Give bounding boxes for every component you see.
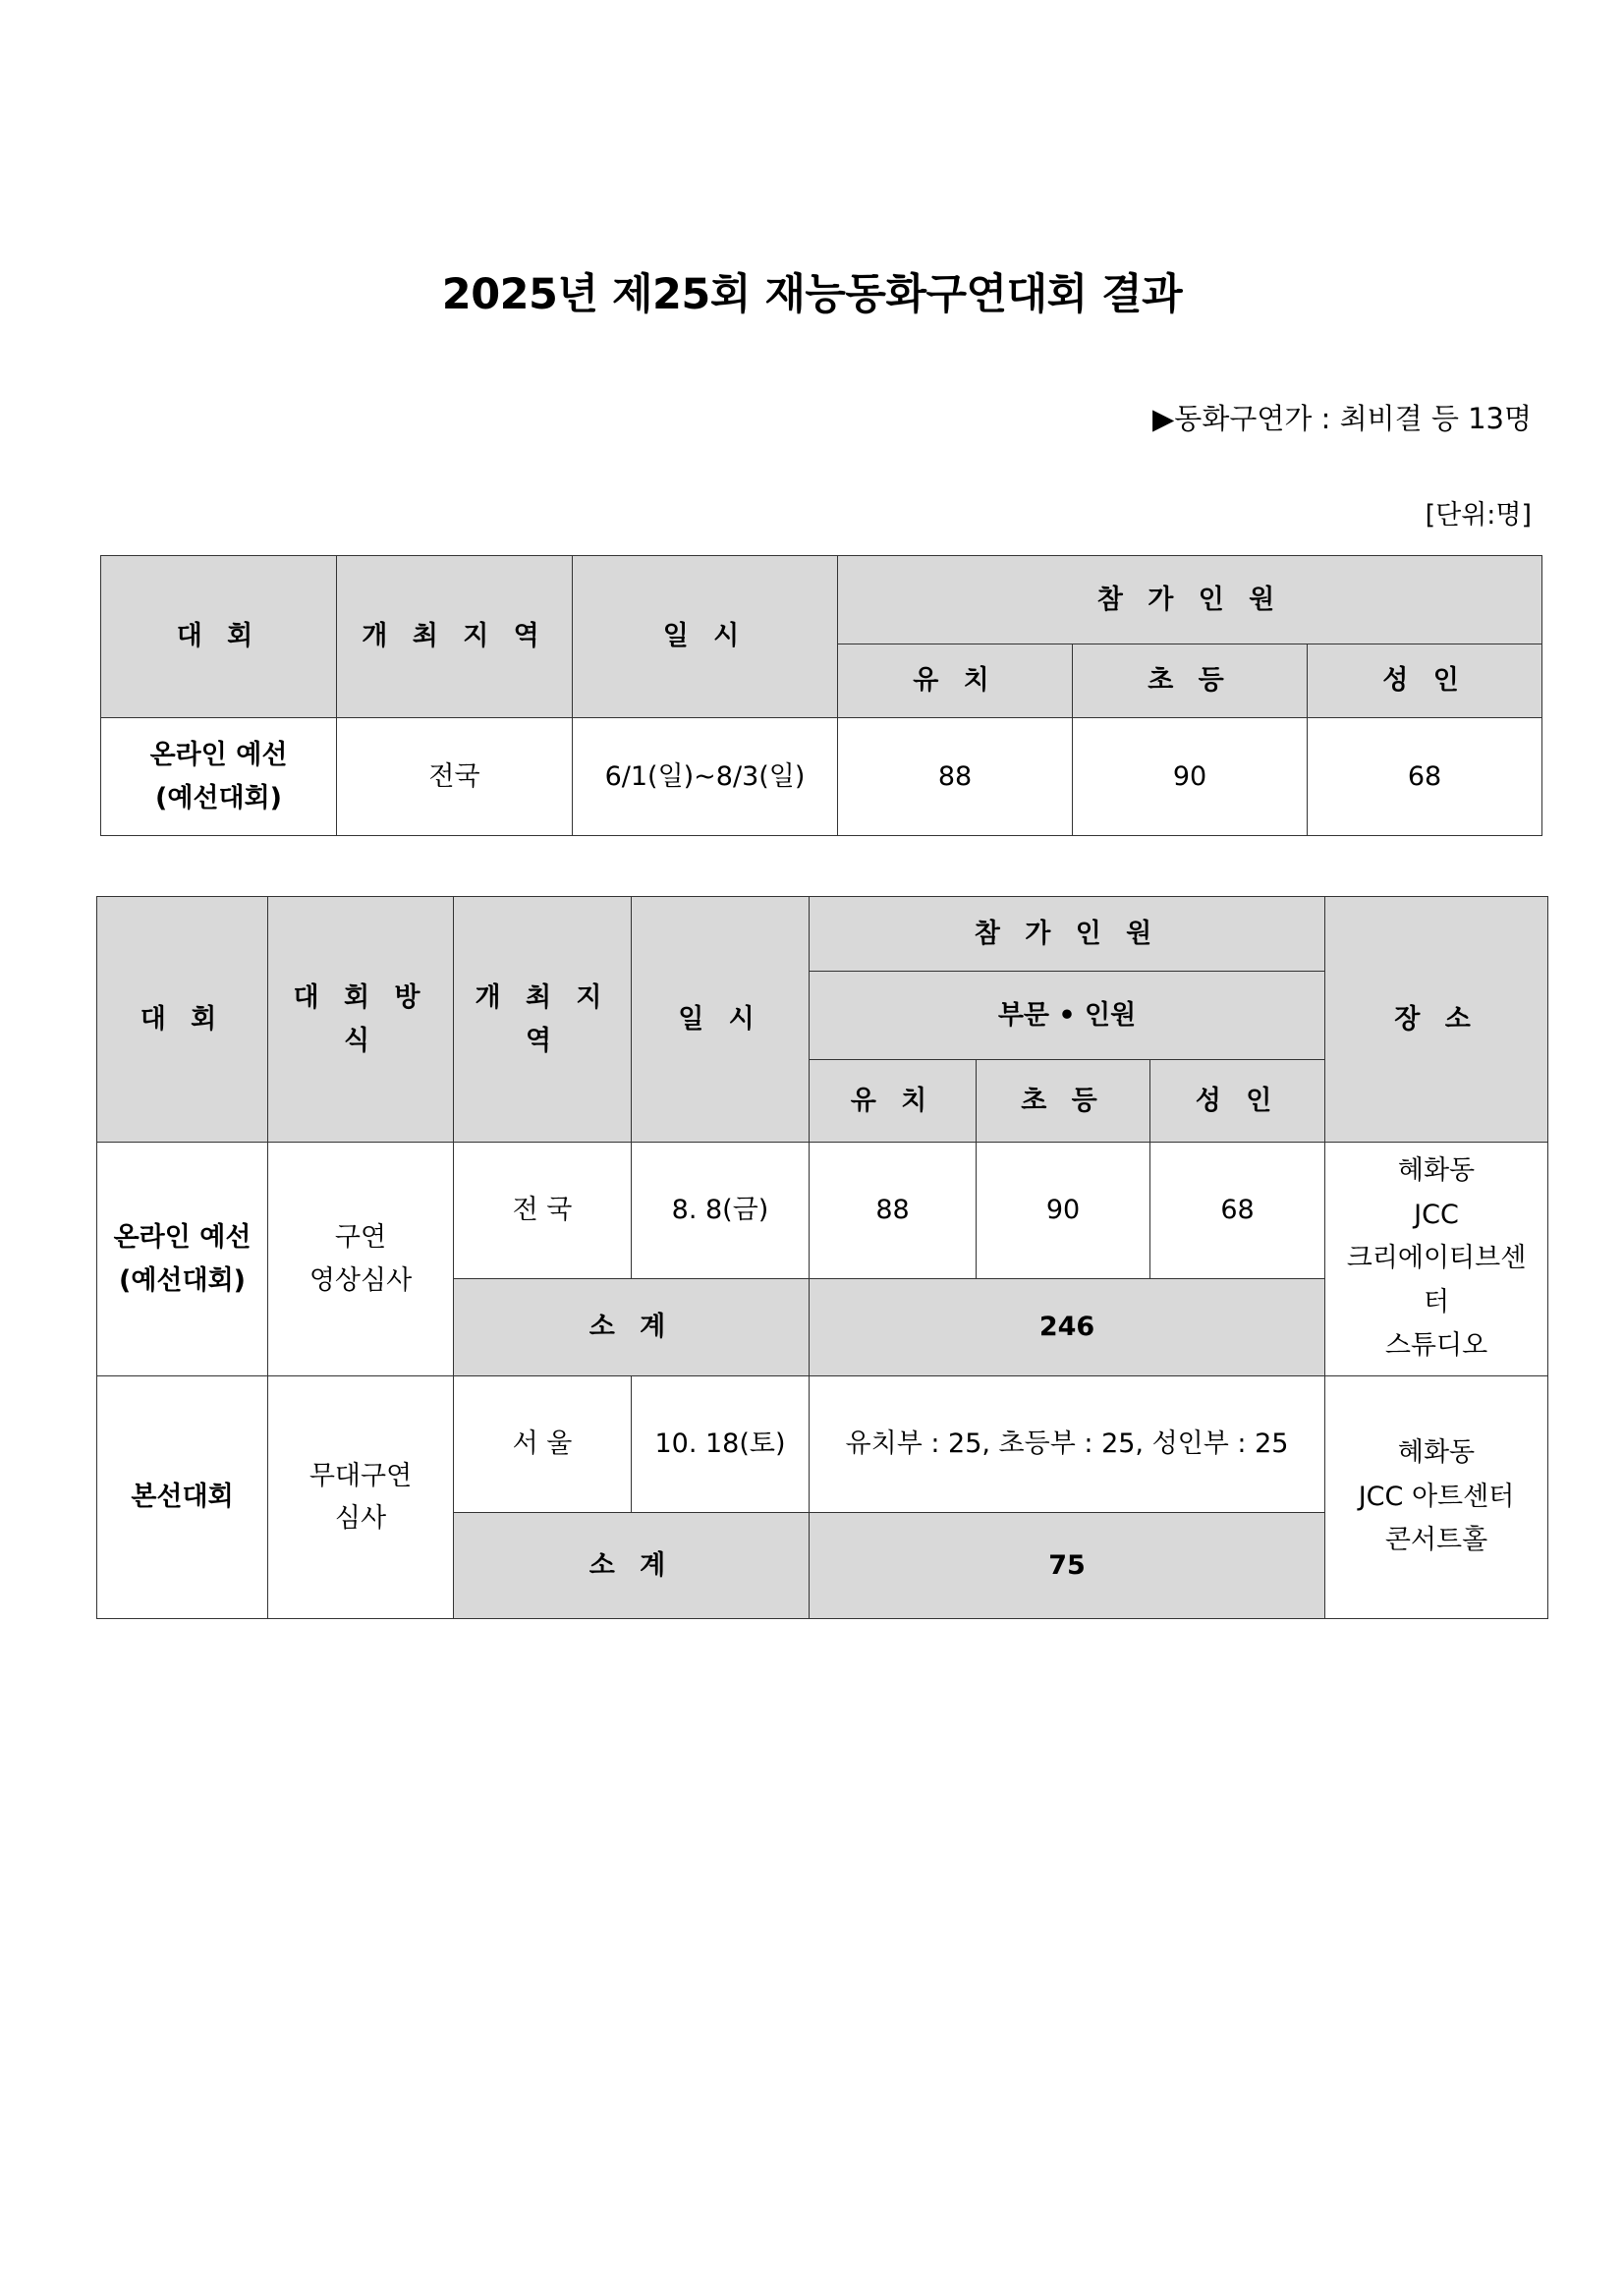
cell-kinder: 88 [838,718,1073,836]
final-venue-cell [1325,1376,1548,1619]
header-contest: 대 회 [101,556,337,718]
online-venue-cell [1325,1143,1548,1376]
header-category: 부문 • 인원 [810,972,1325,1060]
final-breakdown: 유치부 : 25, 초등부 : 25, 성인부 : 25 [810,1376,1325,1513]
online-elementary: 90 [977,1143,1150,1279]
online-subtotal-value: 246 [810,1279,1325,1376]
header-adult: 성 인 [1150,1060,1325,1143]
cell-region: 전국 [337,718,573,836]
header-kinder: 유 치 [838,644,1073,718]
unit-label: [단위:명] [1425,500,1532,531]
header-participants: 참 가 인 원 [810,897,1325,972]
header-date: 일 시 [632,897,810,1143]
online-subtotal-label: 소 계 [454,1279,810,1376]
header-method: 대 회 방 식 [268,897,454,1143]
header-participants: 참 가 인 원 [838,556,1542,644]
online-venue-line4: 터 [1423,1286,1450,1317]
online-adult: 68 [1150,1143,1325,1279]
page-title: 2025년 제25회 재능동화구연대회 결과 [441,270,1183,319]
final-venue-line2: JCC 아트센터 [1358,1481,1515,1512]
online-venue-line1: 혜화동 [1397,1155,1476,1187]
header-date: 일 시 [573,556,838,718]
performers-note: ▶동화구연가 : 최비결 등 13명 [1152,402,1532,435]
header-region: 개 최 지 역 [337,556,573,718]
header-elementary: 초 등 [977,1060,1150,1143]
online-contest-line2: (예선대회) [118,1264,246,1296]
online-method-cell [268,1143,454,1376]
header-contest: 대 회 [97,897,268,1143]
final-method-line1: 무대구연 [308,1460,413,1491]
online-region: 전 국 [454,1143,632,1279]
header-kinder: 유 치 [810,1060,977,1143]
final-method-cell [268,1376,454,1619]
final-region: 서 울 [454,1376,632,1513]
online-venue-line2: JCC [1414,1199,1459,1230]
contest-line1: 온라인 예선 [149,740,288,771]
online-method-line1: 구연 [334,1222,387,1254]
online-date: 8. 8(금) [632,1143,810,1279]
cell-date: 6/1(일)~8/3(일) [573,718,838,836]
contest-results-table [96,896,1548,1619]
header-adult: 성 인 [1308,644,1542,718]
cell-elementary: 90 [1073,718,1308,836]
final-venue-line3: 콘서트홀 [1384,1525,1488,1556]
online-method-line2: 영상심사 [308,1264,413,1296]
online-contest-line1: 온라인 예선 [113,1222,252,1254]
final-method-line2: 심사 [334,1503,387,1534]
preliminary-summary-table [100,555,1542,836]
online-venue-line3: 크리에이티브센 [1346,1243,1527,1274]
final-contest-cell: 본선대회 [97,1376,268,1619]
online-kinder: 88 [810,1143,977,1279]
final-venue-line1: 혜화동 [1397,1437,1476,1469]
header-region: 개 최 지 역 [454,897,632,1143]
final-subtotal-value: 75 [810,1513,1325,1619]
final-date: 10. 18(토) [632,1376,810,1513]
cell-contest [101,718,337,836]
contest-line2: (예선대회) [154,782,282,813]
online-venue-line5: 스튜디오 [1384,1330,1488,1362]
header-elementary: 초 등 [1073,644,1308,718]
final-subtotal-label: 소 계 [454,1513,810,1619]
header-venue: 장 소 [1325,897,1548,1143]
cell-adult: 68 [1308,718,1542,836]
online-contest-cell [97,1143,268,1376]
